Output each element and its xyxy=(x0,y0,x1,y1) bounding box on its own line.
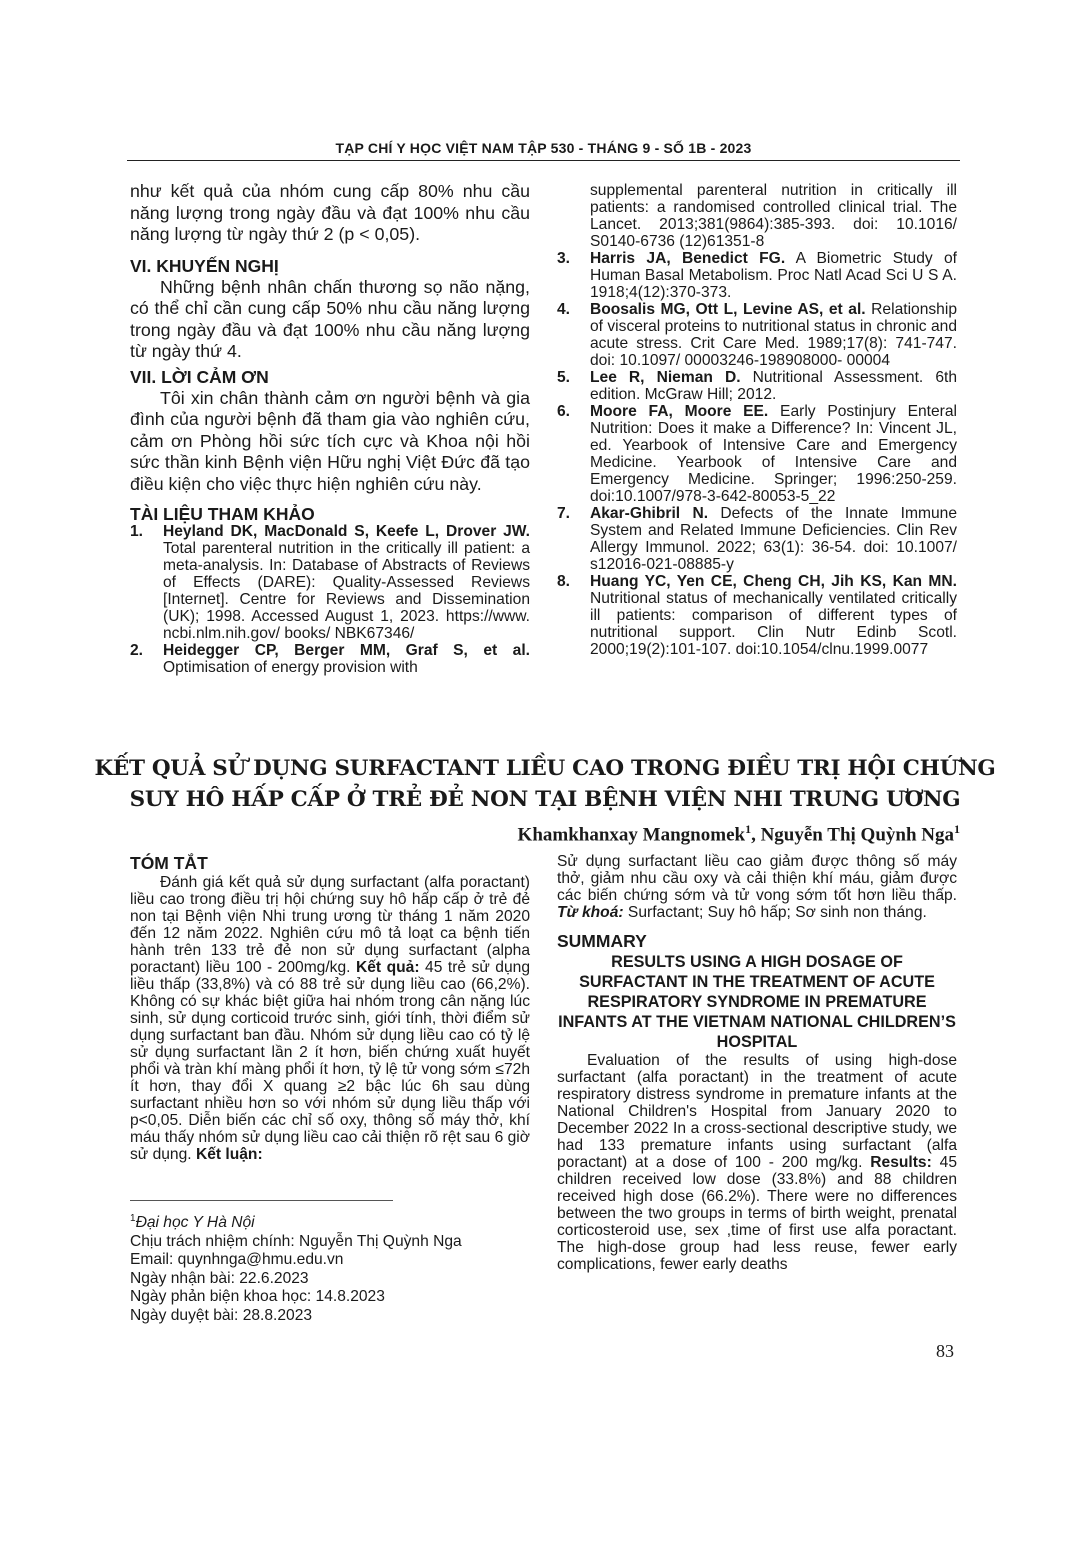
header-rule xyxy=(127,160,960,161)
reference-authors: Moore FA, Moore EE. xyxy=(590,403,769,420)
reference-number: 7. xyxy=(557,505,571,522)
affiliation-text: Đại học Y Hà Nội xyxy=(135,1214,255,1232)
reference-authors: Heidegger CP, Berger MM, Graf S, et al. xyxy=(163,642,530,659)
reference-item xyxy=(557,369,957,403)
summary-heading: RESULTS USING A HIGH DOSAGE OF SURFACTANT IN THE TREATMENT OF ACUTE RESPIRATORY SYNDROME IN PREMATURE INFANTS AT THE VIETNAM NATIONAL CHILDREN’S HOSPITAL xyxy=(558,953,956,1051)
author-name: Khamkhanxay Mangnomek xyxy=(517,824,746,846)
footnotes xyxy=(130,1210,530,1325)
reference-authors: Heyland DK, MacDonald S, Keefe L, Drover JW. xyxy=(163,523,530,540)
abstract-column-right xyxy=(557,853,957,1273)
summary-title: SUMMARY xyxy=(557,931,647,951)
article-title-line-2: SUY HÔ HẤP CẤP Ở TRẺ ĐẺ NON TẠI BỆNH VIỆN NHI TRUNG ƯƠNG xyxy=(129,787,961,812)
right-column-top xyxy=(557,182,957,658)
reference-number: 4. xyxy=(557,301,571,318)
conclusion-label: Kết luận: xyxy=(195,1146,263,1163)
affiliation-mark: 1 xyxy=(130,1213,136,1224)
reference-item xyxy=(130,523,530,642)
abstract-paragraph: Sử dụng surfactant liều cao giảm được thông số máy thở, giảm nhu cầu oxy và cải thiện khí máu, giảm được các biến chứng sớm và tử vong sớm tốt hơn liều thấp. xyxy=(557,853,957,904)
section-acknowledgement-title: VII. LỜI CẢM ƠN xyxy=(130,366,269,387)
intro-paragraph: như kết quả của nhóm cung cấp 80% nhu cầu năng lượng trong ngày đầu và đạt 100% nhu cầu năng lượng từ ngày thứ 2 (p < 0,05). xyxy=(130,181,530,244)
reference-authors: Lee R, Nieman D. xyxy=(590,369,741,386)
reference-number: 3. xyxy=(557,250,571,267)
article-title-line-1: KẾT QUẢ SỬ DỤNG SURFACTANT LIỀU CAO TRONG ĐIỀU TRỊ HỘI CHỨNG xyxy=(94,756,996,781)
reference-number: 6. xyxy=(557,403,571,420)
references-title: TÀI LIỆU THAM KHẢO xyxy=(130,504,315,524)
reference-text: Nutritional Assessment. 6th edition. McGraw Hill; 2012. xyxy=(590,369,957,403)
reference-number: 5. xyxy=(557,369,571,386)
page-number: 83 xyxy=(936,1341,954,1361)
contact-email: Email: quynhnga@hmu.edu.vn xyxy=(130,1251,344,1269)
reference-text: Total parenteral nutrition in the critically ill patient: a meta-analysis. In: Database of Abstracts of Reviews of Effects (DARE): Quality-Assessed Reviews [Internet]. Centre for Reviews and Dissemination (UK); 1998. Accessed August 1, 2023. https://www. ncbi.nlm.nih.gov/ books/ NBK67346/ xyxy=(163,540,530,642)
author-name: Nguyễn Thị Quỳnh Nga xyxy=(760,824,954,846)
summary-results-label: Results: xyxy=(870,1154,932,1171)
reference-text: A Biometric Study of Human Basal Metabolism. Proc Natl Acad Sci U S A. 1918;4(12):370-373. xyxy=(590,250,957,301)
reference-item xyxy=(130,642,530,676)
reference-text: Nutritional status of mechanically ventilated critically ill patients: comparison of different types of nutritional support. Clin Nutr Edinb Scotl. 2000;19(2):101-107. doi:10.1054/clnu.1999.0077 xyxy=(590,590,957,658)
footnote-rule xyxy=(130,1200,393,1201)
reference-text: Early Postinjury Enteral Nutrition: Does it make a Difference? In: Vincent JL, ed. Yearbook of Intensive Care and Emergency Medicine. Yearbook of Intensive Care and Emergency Medicine. Springer; 1996:250-259. doi:10.1007/978-3-642-80053-5_22 xyxy=(590,403,957,505)
reference-number: 2. xyxy=(130,642,144,659)
reference-item xyxy=(557,505,957,573)
reference-item xyxy=(557,250,957,301)
reference-number: 1. xyxy=(130,523,144,540)
reference-text: Defects of the Innate Immune System and Related Immune Deficiencies. Clin Rev Allergy Immunol. 2022; 63(1): 36-54. doi: 10.1007/ s12016-021-08885-y xyxy=(590,505,957,573)
abstract-title: TÓM TẮT xyxy=(130,853,208,873)
reference-item xyxy=(557,301,957,369)
abstract-paragraph: 45 trẻ sử dụng liều thấp (33,8%) và có 88 trẻ sử dụng liều cao (66,2%). Không có sự khác biệt giữa hai nhóm trong cân nặng lúc sinh, sử dụng corticoid trước sinh, giới tính, thời điểm sử dụng surfactant ban đầu. Nhóm sử dụng liều cao có tỷ lệ sử dụng surfactant lần 2 ít hơn, biến chứng xuất huyết phổi và tràn khí màng phổi ít hơn, tỷ lệ tử vong sớm ≤72h ít hơn, thay đổi X quang ≥2 bậc lúc 6h sau dùng surfactant nhiều hơn so với nhóm sử dụng liều thấp với p<0,05. Diễn biến các chỉ số oxy, thông số máy thở, khí máu thấy nhóm sử dụng liều cao cải thiện rõ rệt sau 6 giờ sử dụng. xyxy=(130,959,531,1163)
summary-paragraph: Evaluation of the results of using high-dose surfactant (alfa poractant) in the treatment of acute respiratory distress syndrome in premature infants at the National Children's Hospital from January 2020 to December 2022 In a cross-sectional descriptive study, we had 133 premature infants using surfactant (alfa poractant) at a dose of 100 - 200 mg/kg. xyxy=(557,1052,957,1171)
keywords-label: Từ khoá: xyxy=(557,904,624,921)
abstract-column xyxy=(130,855,530,1163)
reference-item xyxy=(557,573,957,658)
abstract-paragraph: Đánh giá kết quả sử dụng surfactant (alfa poractant) liều cao trong điều trị hội chứng suy hô hấp cấp ở trẻ đẻ non tại Bệnh viện Nhi trung ương từ tháng 1 năm 2020 đến 12 năm 2022. Nghiên cứu mô tả loạt ca bệnh tiến hành trên 133 trẻ đẻ non sử dụng surfactant (alpha poractant) liều 100 - 200mg/kg. xyxy=(130,874,530,976)
reference-authors: Boosalis MG, Ott L, Levine AS, et al. xyxy=(590,301,866,318)
reference-text: Relationship of visceral proteins to nutritional status in chronic and acute stress. Crit Care Med. 1989;17(8): 741-747. doi: 10.1097/ 00003246-198908000- 00004 xyxy=(590,301,957,369)
journal-header: TẠP CHÍ Y HỌC VIỆT NAM TẬP 530 - THÁNG 9 - SỐ 1B - 2023 xyxy=(335,140,752,156)
reference-number: 8. xyxy=(557,573,571,590)
corresponding-author: Chịu trách nhiệm chính: Nguyễn Thị Quỳnh Nga xyxy=(130,1232,462,1250)
reference-text: Optimisation of energy provision with xyxy=(163,659,418,676)
reference-text: supplemental parenteral nutrition in critically ill patients: a randomised controlled clinical trial. The Lancet. 2013;381(9864):385-393. doi: 10.1016/ S0140-6736 (12)61351-8 xyxy=(590,182,957,250)
article-authors xyxy=(518,822,960,846)
left-column-top xyxy=(130,181,530,676)
affiliation xyxy=(130,1210,530,1233)
author-separator: , xyxy=(751,824,761,846)
section-recommendations-title: VI. KHUYẾN NGHỊ xyxy=(130,255,279,276)
author-affiliation-mark: 1 xyxy=(745,822,752,836)
reference-continuation xyxy=(557,182,957,250)
date-accepted: Ngày duyệt bài: 28.8.2023 xyxy=(130,1306,313,1324)
section-acknowledgement-text: Tôi xin chân thành cảm ơn người bệnh và gia đình của người bệnh đã tham gia vào nghiên cứu, cảm ơn Phòng hồi sức tích cực và Khoa nội hồi sức thần kinh Bệnh viện Hữu nghị Việt Đức đã tạo điều kiện cho việc thực hiện nghiên cứu này. xyxy=(130,387,530,494)
abstract-text xyxy=(130,874,530,1163)
results-label: Kết quả: xyxy=(356,959,420,976)
reference-authors: Huang YC, Yen CE, Cheng CH, Jih KS, Kan MN. xyxy=(590,573,957,590)
author-affiliation-mark: 1 xyxy=(954,822,960,836)
summary-paragraph: 45 children received low dose (33.8%) and 88 children received high dose (66.2%). There were no differences between the two groups in terms of birth weight, prenatal corticosteroid use, sex ,time of first use alfa poractant. The high-dose group had less reuse, fewer early complications, fewer early deaths xyxy=(557,1154,957,1273)
reference-authors: Harris JA, Benedict FG. xyxy=(590,250,786,267)
date-received: Ngày nhận bài: 22.6.2023 xyxy=(130,1269,309,1287)
keywords: Surfactant; Suy hô hấp; Sơ sinh non tháng. xyxy=(627,904,927,921)
summary-text xyxy=(557,1052,957,1273)
section-recommendations-text: Những bệnh nhân chấn thương sọ não nặng, có thể chỉ cần cung cấp 50% nhu cầu năng lượng trong ngày đầu và đạt 100% nhu cầu năng lượng từ ngày thứ 4. xyxy=(130,276,530,361)
date-reviewed: Ngày phản biện khoa học: 14.8.2023 xyxy=(130,1288,385,1306)
abstract-conclusion xyxy=(557,853,957,921)
reference-item xyxy=(557,403,957,505)
reference-authors: Akar-Ghibril N. xyxy=(590,505,709,522)
